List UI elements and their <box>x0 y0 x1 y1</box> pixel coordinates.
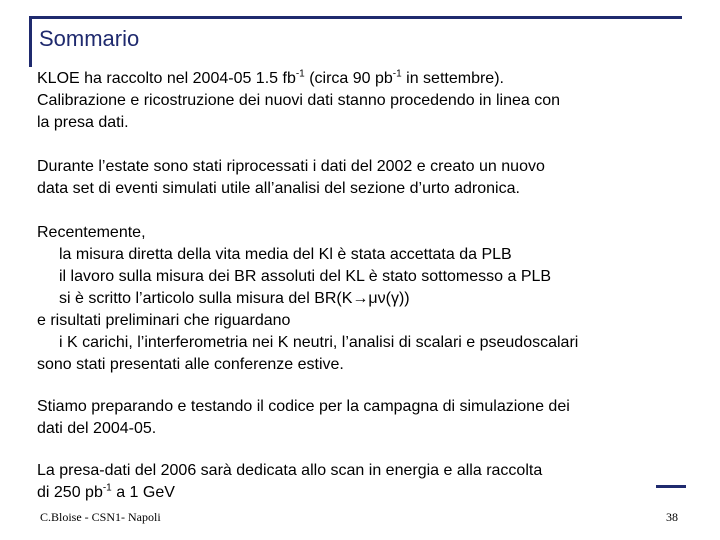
paragraph-recent-results <box>37 222 677 376</box>
list-item: i K carichi, l’interferometria nei K neutri, l’analisi di scalari e pseudoscalari <box>59 334 579 351</box>
page-number: 38 <box>666 510 678 524</box>
paragraph-2006-run <box>37 460 677 504</box>
text-line: la presa dati. <box>37 114 129 131</box>
text-line: Durante l’estate sono stati riprocessati i dati del 2002 e creato un nuovo <box>37 158 545 175</box>
list-item: si è scritto l’articolo sulla misura del BR(K→μν(γ)) <box>59 290 410 307</box>
slide-title: Sommario <box>39 26 140 51</box>
list-item: la misura diretta della vita media del Kl è stata accettata da PLB <box>59 246 512 263</box>
text-line: Recentemente, <box>37 224 146 241</box>
text-run: di 250 pb <box>37 484 103 501</box>
text-line: dati del 2004-05. <box>37 420 157 437</box>
text-line <box>37 68 677 90</box>
text-line: Calibrazione e ricostruzione dei nuovi dati stanno procedendo in linea con <box>37 92 560 109</box>
text-run: a 1 GeV <box>111 484 175 501</box>
paragraph-reprocessing <box>37 156 677 200</box>
text-run: (circa 90 pb <box>304 70 393 87</box>
text-line <box>37 482 677 504</box>
text-line: Stiamo preparando e testando il codice per la campagna di simulazione dei <box>37 398 570 415</box>
text-line: sono stati presentati alle conferenze estive. <box>37 356 344 373</box>
text-line: e risultati preliminari che riguardano <box>37 312 291 329</box>
list-item: il lavoro sulla misura dei BR assoluti del KL è stato sottomesso a PLB <box>59 268 552 285</box>
text-line: data set di eventi simulati utile all’analisi del sezione d’urto adronica. <box>37 180 520 197</box>
paragraph-kloe-data <box>37 68 677 134</box>
superscript: -1 <box>295 68 305 80</box>
footer-author: C.Bloise - CSN1- Napoli <box>40 510 161 524</box>
superscript: -1 <box>392 68 402 80</box>
text-run: KLOE ha raccolto nel 2004-05 1.5 fb <box>37 70 296 87</box>
decorative-bar <box>656 485 686 488</box>
paragraph-simulation <box>37 396 677 440</box>
superscript: -1 <box>102 482 112 494</box>
text-run: in settembre). <box>401 70 504 87</box>
text-line: La presa-dati del 2006 sarà dedicata allo scan in energia e alla raccolta <box>37 462 543 479</box>
